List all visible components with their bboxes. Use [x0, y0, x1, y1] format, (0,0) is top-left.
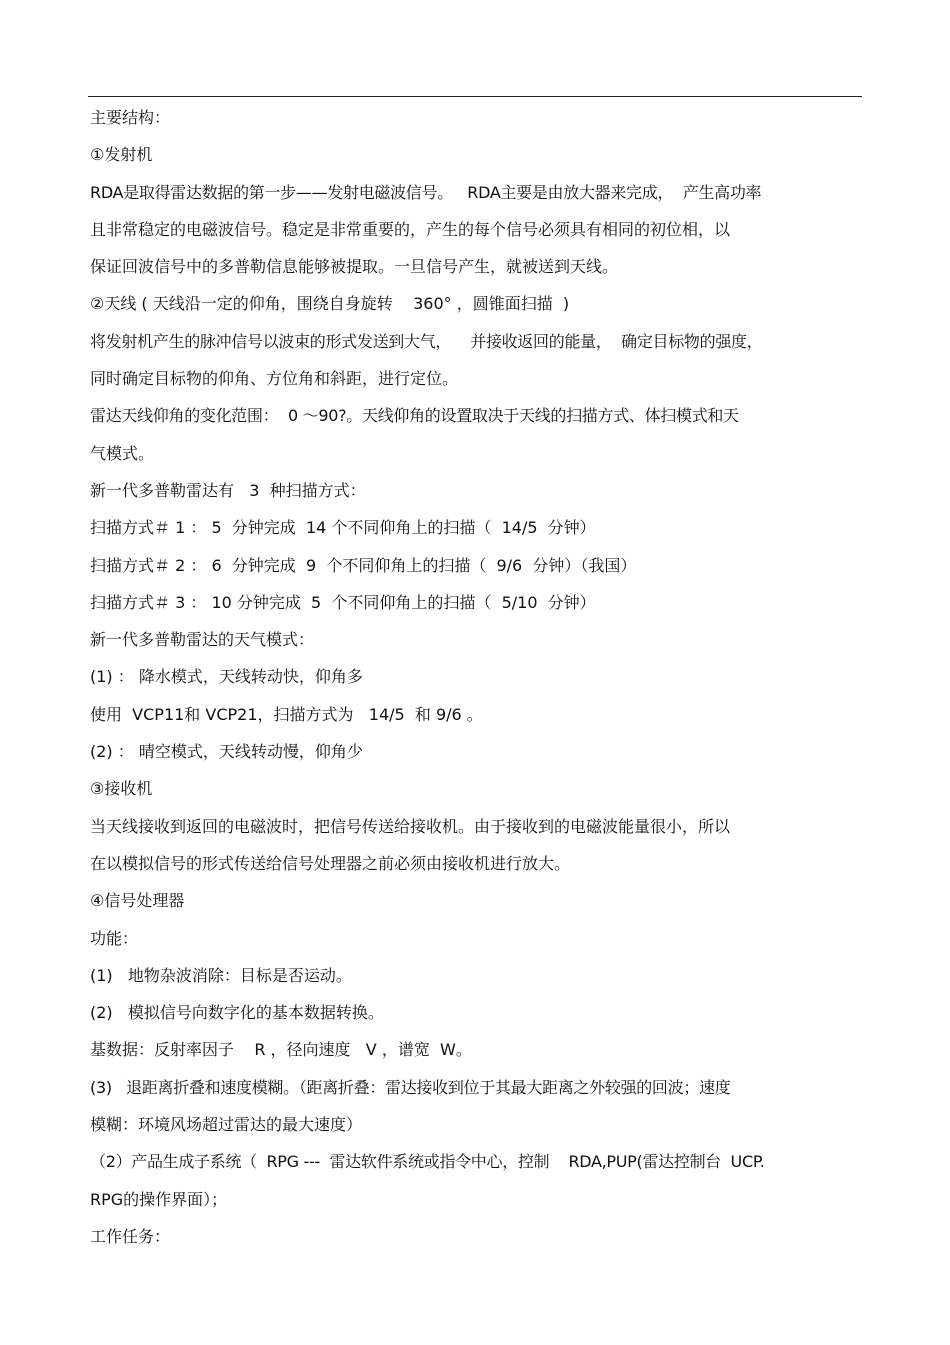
paragraph-line: 当天线接收到返回的电磁波时，把信号传送给接收机。由于接收到的电磁波能量很小，所以 — [90, 816, 731, 836]
paragraph-line: 将发射机产生的脉冲信号以波束的形式发送到大气， 并接收返回的能量， 确定目标物的强度， — [90, 331, 763, 351]
header-rule — [88, 96, 862, 97]
list-item: 扫描方式＃ 3 ： 10 分钟完成 5 个不同仰角上的扫描（ 5/10 分钟） — [90, 592, 596, 612]
paragraph-line: 工作任务： — [90, 1226, 171, 1246]
paragraph-line: 新一代多普勒雷达的天气模式： — [90, 630, 315, 650]
list-item: (1) ： 降水模式，天线转动快，仰角多 — [90, 667, 363, 687]
paragraph-line: 模糊：环境风场超过雷达的最大速度） — [90, 1115, 363, 1135]
paragraph-line: RDA是取得雷达数据的第一步——发射电磁波信号。 RDA主要是由放大器来完成， 产生高功率 — [90, 182, 762, 202]
paragraph-line: 新一代多普勒雷达有 3 种扫描方式： — [90, 480, 366, 500]
paragraph-line: 在以模拟信号的形式传送给信号处理器之前必须由接收机进行放大。 — [90, 853, 571, 873]
subsection-heading-receiver: ③接收机 — [90, 779, 153, 799]
list-item: (2) ： 晴空模式，天线转动慢，仰角少 — [90, 742, 363, 762]
section-heading-main-structure: 主要结构： — [90, 108, 171, 127]
list-item: 扫描方式＃ 2 ： 6 分钟完成 9 个不同仰角上的扫描（ 9/6 分钟）（我国） — [90, 555, 637, 575]
list-item: (2) 模拟信号向数字化的基本数据转换。 — [90, 1003, 384, 1023]
paragraph-line: RPG的操作界面）； — [90, 1189, 228, 1209]
paragraph-line: 使用 VCP11和 VCP21，扫描方式为 14/5 和 9/6 。 — [90, 704, 483, 724]
document-body — [90, 99, 870, 1255]
paragraph-line: 基数据：反射率因子 R ，径向速度 V ，谱宽 W。 — [90, 1040, 472, 1060]
list-item: (3) 退距离折叠和速度模糊。（距离折叠：雷达接收到位于其最大距离之外较强的回波；速度 — [90, 1077, 731, 1097]
subsection-heading-transmitter: ①发射机 — [90, 145, 153, 165]
paragraph-line: 功能： — [90, 928, 139, 948]
subsection-heading-antenna: ②天线 ( 天线沿一定的仰角，围绕自身旋转 360° ，圆锥面扫描 ) — [90, 294, 570, 314]
paragraph-line: 雷达天线仰角的变化范围： 0 ～90?。天线仰角的设置取决于天线的扫描方式、体扫模式和天 — [90, 406, 739, 426]
paragraph-line: 同时确定目标物的仰角、方位角和斜距，进行定位。 — [90, 369, 459, 389]
paragraph-line: 保证回波信号中的多普勒信息能够被提取。一旦信号产生，就被送到天线。 — [90, 257, 619, 277]
section-heading-rpg: （2）产品生成子系统（ RPG --- 雷达软件系统或指令中心，控制 RDA,PUP(雷达控制台 UCP. — [90, 1152, 765, 1172]
paragraph-line: 气模式。 — [90, 443, 155, 463]
subsection-heading-signal-processor: ④信号处理器 — [90, 891, 185, 911]
paragraph-line: 且非常稳定的电磁波信号。稳定是非常重要的，产生的每个信号必须具有相同的初位相，以 — [90, 219, 731, 239]
list-item: (1) 地物杂波消除：目标是否运动。 — [90, 965, 352, 985]
list-item: 扫描方式＃ 1 ： 5 分钟完成 14 个不同仰角上的扫描（ 14/5 分钟） — [90, 518, 596, 538]
